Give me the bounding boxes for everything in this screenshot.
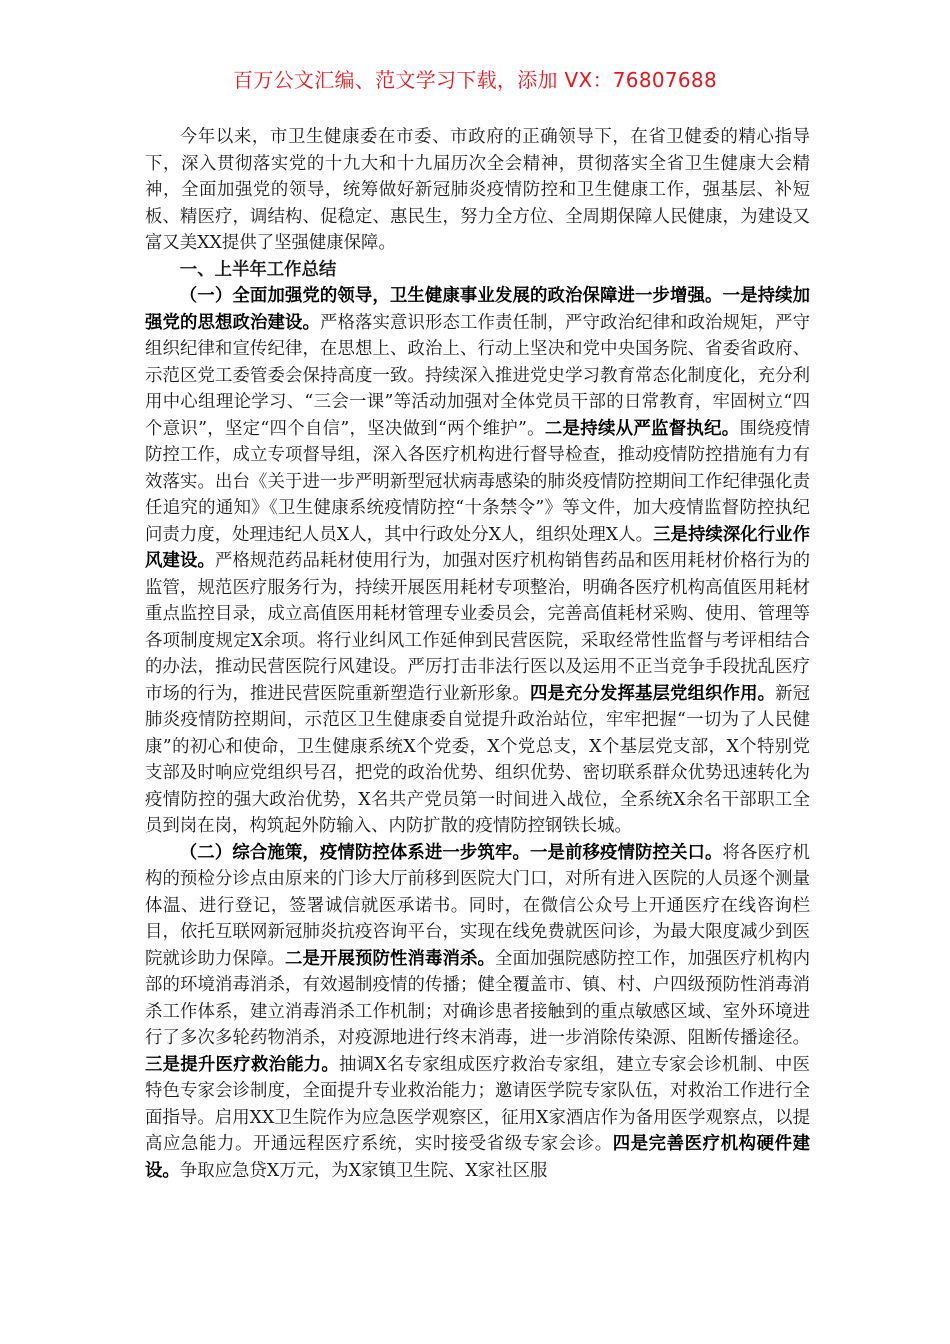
part2-point1-text: 将各医疗机构的预检分诊点由原来的门诊大厅前移到医院大门口，对所有进入医院的人员逐个测量体温、进行登记，签署诚信就医承诺书。同时，在微信公众号上开通医疗在线咨询栏目，依托互联网新冠肺炎抗疫咨询平台，实现在线免费就医问诊，为最大限度减少到医院就诊助力保障。 bbox=[145, 842, 810, 969]
document-body bbox=[145, 124, 810, 1184]
part2-point1-heading: 一是前移疫情防控关口。 bbox=[529, 842, 723, 863]
section-heading: 一、上半年工作总结 bbox=[179, 259, 337, 280]
part1-point2-text: 围绕疫情防控工作，成立专项督导组，深入各医疗机构进行督导检查，推动疫情防控措施有力有效落实。出台《关于进一步严明新型冠状病毒感染的肺炎疫情防控期间工作纪律强化责任追究的通知》《卫生健康系统疫情防控“十条禁令”》等文件，加大疫情监督防控执纪问责力度，处理违纪人员X人，其中行政处分X人，组织处理X人。 bbox=[145, 418, 810, 545]
part1-point3-text: 严格规范药品耗材使用行为，加强对医疗机构销售药品和医用耗材价格行为的监管，规范医疗服务行为，持续开展医用耗材专项整治，明确各医疗机构高值医用耗材重点监控目录，成立高值医用耗材管理专业委员会，完善高值耗材采购、使用、管理等各项制度规定X余项。将行业纠风工作延伸到民营医院，采取经常性监督与考评相结合的办法，推动民营医院行风建设。严厉打击非法行医以及运用不正当竞争手段扰乱医疗市场的行为，推进民营医院重新塑造行业新形象。 bbox=[145, 551, 810, 704]
part1-point1-heading: 一是持续加强党的思想政治建设。 bbox=[145, 286, 810, 333]
part1-point4-text: 新冠肺炎疫情防控期间，示范区卫生健康委自觉提升政治站位，牢牢把握“一切为了人民健康”的初心和使命，卫生健康系统X个党委，X个党总支，X个基层党支部，X个特别党支部及时响应党组织号召，把党的政治优势、组织优势、密切联系群众优势迅速转化为疫情防控的强大政治优势，X名共产党员第一时间进入战位，全系统X余名干部职工全员到岗在岗，构筑起外防输入、内防扩散的疫情防控钢铁长城。 bbox=[145, 683, 810, 836]
part1-point2-heading: 二是持续从严监督执纪。 bbox=[544, 418, 740, 439]
part2-point3-text: 抽调X名专家组成医疗救治专家组，建立专家会诊机制、中医特色专家会诊制度，全面提升专业救治能力；邀请医学院专家队伍，对救治工作进行全面指导。启用XX卫生院作为应急医学观察区，征用X家酒店作为备用医学观察点，以提高应急能力。开通远程医疗系统，实时接受省级专家会诊。 bbox=[145, 1054, 810, 1154]
part2-heading: （二）综合施策，疫情防控体系进一步筑牢。 bbox=[179, 842, 530, 863]
part2-point3-heading: 三是提升医疗救治能力。 bbox=[145, 1054, 340, 1075]
part2-point2-heading: 二是开展预防性消毒消杀。 bbox=[285, 948, 496, 969]
intro-paragraph: 今年以来，市卫生健康委在市委、市政府的正确领导下，在省卫健委的精心指导下，深入贯彻落实党的十九大和十九届历次全会精神，贯彻落实全省卫生健康大会精神，全面加强党的领导，统筹做好新冠肺炎疫情防控和卫生健康工作，强基层、补短板、精医疗，调结构、促稳定、惠民生，努力全方位、全周期保障人民健康，为建设又富又美XX提供了坚强健康保障。 bbox=[145, 127, 810, 253]
part1-point1-text: 严格落实意识形态工作责任制，严守政治纪律和政治规矩，严守组织纪律和宣传纪律，在思想上、政治上、行动上坚决和党中央国务院、省委省政府、示范区党工委管委会保持高度一致。持续深入推进党史学习教育常态化制度化，充分利用中心组理论学习、“三会一课”等活动加强对全体党员干部的日常教育，牢固树立“四个意识”，坚定“四个自信”，坚决做到“两个维护”。 bbox=[145, 312, 810, 439]
part2-point2-text: 全面加强院感防控工作，加强医疗机构内部的环境消毒消杀，有效遏制疫情的传播；健全覆盖市、镇、村、户四级预防性消毒消杀工作体系，建立消毒消杀工作机制；对确诊患者接触到的重点敏感区域、室外环境进行了多次多轮药物消杀，对疫源地进行终末消毒，进一步消除传染源、阻断传播途径。 bbox=[145, 948, 810, 1048]
part2-point4-text: 争取应急贷X万元，为X家镇卫生院、X家社区服 bbox=[179, 1160, 548, 1181]
part2-paragraph bbox=[145, 840, 810, 1185]
part1-paragraph bbox=[145, 283, 810, 840]
part1-point4-heading: 四是充分发挥基层党组织作用。 bbox=[530, 683, 776, 704]
part2-point4-heading: 四是完善医疗机构硬件建设。 bbox=[145, 1134, 810, 1181]
watermark-banner: 百万公文汇编、范文学习下载，添加 VX：76807688 bbox=[233, 68, 717, 92]
part1-point3-heading: 三是持续深化行业作风建设。 bbox=[145, 524, 810, 571]
part1-heading: （一）全面加强党的领导，卫生健康事业发展的政治保障进一步增强。 bbox=[179, 286, 723, 306]
